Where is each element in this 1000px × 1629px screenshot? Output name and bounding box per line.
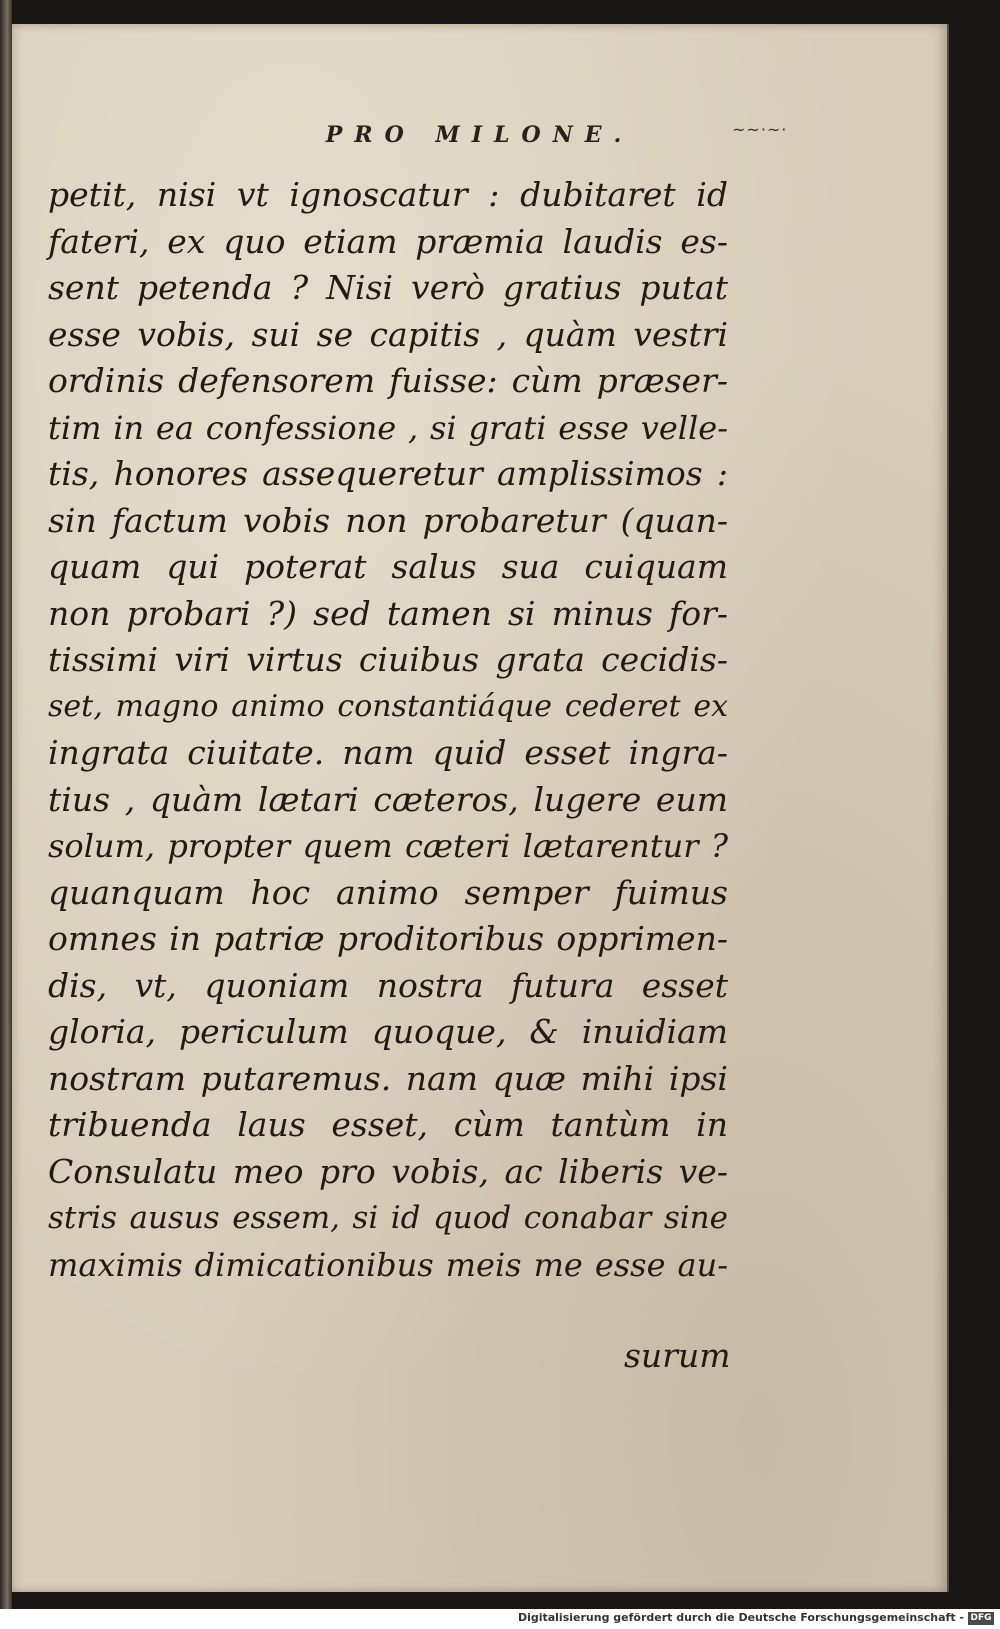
text-line: tribuenda laus esset, cùm tantùm in	[48, 1105, 728, 1144]
text-block	[48, 172, 728, 1288]
text-line: non probari ?) sed tamen si minus for-	[48, 593, 728, 633]
text-line: petit, nisi vt ignoscatur : dubitaret id	[48, 175, 728, 214]
head-ornament: ~~·~·	[732, 120, 788, 139]
footer-bar	[0, 1609, 1000, 1629]
text-line: fateri, ex quo etiam præmia laudis es-	[48, 221, 728, 261]
dfg-logo: DFG	[968, 1612, 994, 1625]
text-line: tius , quàm lætari cæteros, lugere eum	[48, 779, 728, 819]
text-line: tissimi viri virtus ciuibus grata cecidis-	[48, 640, 728, 679]
funding-credit: Digitalisierung gefördert durch die Deutsche Forschungsgemeinschaft -	[517, 1611, 964, 1624]
text-line: Consulatu meo pro vobis, ac liberis ve-	[48, 1151, 728, 1191]
text-line: ordinis defensorem fuisse: cùm præser-	[48, 361, 728, 400]
text-line: sin factum vobis non probaretur (quan-	[48, 500, 728, 540]
text-line: esse vobis, sui se capitis , quàm vestri	[48, 314, 728, 354]
book-spine-edge	[0, 0, 12, 1629]
text-line: sent petenda ? Nisi verò gratius putat	[48, 268, 728, 307]
text-line: nostram putaremus. nam quæ mihi ipsi	[48, 1058, 728, 1098]
text-line: set, magno animo constantiáque cederet ex	[48, 688, 728, 724]
text-line: gloria, periculum quoque, & inuidiam	[48, 1012, 728, 1051]
text-line: tis, honores assequeretur amplissimos :	[48, 454, 728, 493]
book-page	[12, 24, 949, 1592]
text-line: quam qui poterat salus sua cuiquam	[48, 547, 728, 586]
catchword: surum	[624, 1336, 731, 1375]
text-line: quanquam hoc animo semper fuimus	[48, 872, 728, 912]
running-head: PRO MILONE.	[325, 122, 634, 148]
text-line: omnes in patriæ proditoribus opprimen-	[48, 919, 728, 958]
text-line: dis, vt, quoniam nostra futura esset	[48, 965, 728, 1005]
text-line: maximis dimicationibus meis me esse au-	[48, 1245, 728, 1284]
text-line: solum, propter quem cæteri lætarentur ?	[48, 827, 728, 865]
text-line: stris ausus essem, si id quod conabar sine	[48, 1200, 728, 1236]
text-line: ingrata ciuitate. nam quid esset ingra-	[48, 733, 728, 772]
text-line: tim in ea confessione , si grati esse velle-	[48, 408, 728, 447]
